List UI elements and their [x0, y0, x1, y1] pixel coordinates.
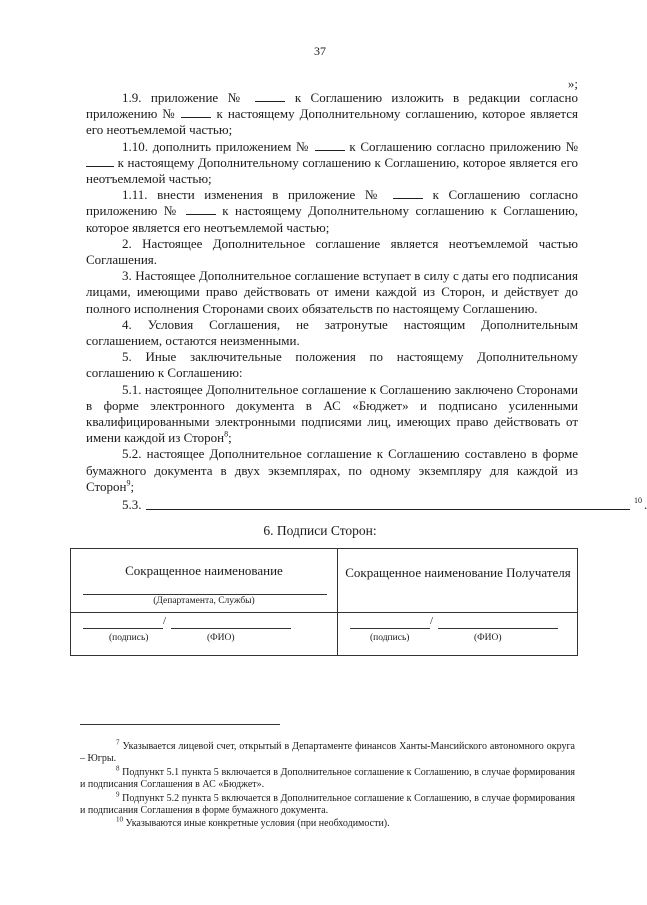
footnote-number: 7 — [116, 738, 120, 747]
text-fragment: 5.1. настоящее Дополнительное соглашение к Соглашению заключено Сторонами в форме электронного документа в АС «Бюджет» и подписано усиленными квалифицированными электронными подписями лиц, имеющих право действовать от имени каждой из Сторон — [86, 381, 578, 446]
section-title: 6. Подписи Сторон: — [263, 523, 377, 538]
footnote-number: 8 — [116, 764, 120, 773]
footnote — [80, 790, 575, 818]
text-fragment: к Соглашению согласно приложению № — [86, 187, 578, 219]
left-subtitle: (Департамента, Службы) — [153, 596, 255, 606]
paragraph-1-10 — [86, 139, 578, 188]
paragraph-3: 3. Настоящее Дополнительное соглашение вступает в силу с даты его подписания лицами, имеющими право действовать от имени каждой из Сторон, и действует до полного исполнения Сторонами своих обязательств по настоящему Соглашению. — [86, 268, 578, 316]
paragraph-5-1 — [86, 382, 578, 447]
blank-field — [255, 91, 285, 102]
paragraph-4: 4. Условия Соглашения, не затронутые настоящим Дополнительным соглашением, остаются неизменными. — [86, 316, 578, 349]
text-fragment: к настоящему Дополнительному соглашению, которое является его неотъемлемой частью; — [86, 106, 579, 138]
footnote-number: 10 — [116, 816, 123, 825]
text-fragment: 1.9. приложение № — [122, 90, 247, 105]
text-fragment: к Соглашению согласно приложению № — [349, 138, 579, 154]
text-fragment: ; — [130, 478, 135, 494]
blank-field — [393, 188, 423, 199]
footnote-number: 9 — [116, 790, 120, 799]
footnote-text: Указывается лицевой счет, открытый в Департаменте финансов Ханты-Мансийского автономного округа – Югры. — [80, 741, 575, 765]
right-title: Сокращенное наименование Получателя — [345, 565, 571, 580]
page-number: 37 — [314, 44, 326, 58]
text-fragment: 1.10. дополнить приложением № — [122, 138, 310, 154]
left-title: Сокращенное наименование — [125, 563, 283, 578]
footnote-ref: 9 — [126, 478, 131, 488]
footnote-ref: 10 — [634, 496, 642, 506]
left-header-cell — [71, 549, 337, 612]
blank-field — [315, 140, 345, 151]
text-fragment: 5.2. настоящее Дополнительное соглашение к Соглашению составлено в форме бумажного документа в двух экземплярах, по одному экземпляру для каждой из Сторон — [86, 446, 578, 494]
blank-field — [86, 156, 114, 167]
paragraph-2: 2. Настоящее Дополнительное соглашение является неотъемлемой частью Соглашения. — [86, 235, 578, 268]
paragraph-1-11 — [86, 187, 578, 236]
footnote-text: Указываются иные конкретные условия (при необходимости). — [125, 818, 390, 830]
text-fragment: ; — [228, 430, 232, 446]
right-signature-block — [338, 612, 578, 655]
separator: / — [430, 615, 434, 627]
footnote-text: Подпункт 5.1 пункта 5 включается в Дополнительное соглашение к Соглашению, в случае формирования и подписания Соглашения в АС «Бюджет». — [80, 766, 575, 791]
signatures-table — [70, 548, 578, 656]
period: . — [644, 497, 647, 513]
signature-caption: (подпись) — [370, 633, 410, 643]
right-header-cell — [338, 549, 578, 612]
blank-line — [146, 509, 630, 510]
name-caption: (ФИО) — [474, 633, 502, 643]
signature-line — [350, 628, 430, 629]
footnote-ref: 8 — [224, 429, 229, 439]
underline — [83, 594, 327, 595]
name-line — [438, 628, 558, 629]
blank-field — [181, 107, 211, 118]
footnote — [80, 818, 575, 830]
text-fragment: к настоящему Дополнительному соглашению к Соглашению, которое является его неотъемлемой частью; — [86, 154, 578, 187]
blank-field — [186, 204, 216, 215]
footnote — [80, 764, 575, 792]
signature-caption: (подпись) — [109, 633, 149, 643]
text-fragment: к Соглашению изложить в редакции согласно приложению № — [86, 90, 579, 122]
left-signature-block — [71, 612, 337, 655]
paragraph-1-9 — [86, 90, 578, 139]
paragraph-5-3 — [86, 496, 647, 517]
item-label: 5.3. — [122, 497, 142, 513]
signature-line — [83, 628, 163, 629]
text-fragment: 1.11. внести изменения в приложение № — [122, 187, 384, 203]
text-fragment: к настоящему Дополнительному соглашению к Соглашению, которое является его неотъемлемой частью; — [86, 203, 579, 235]
closing-quote: »; — [567, 76, 578, 91]
footnotes — [80, 738, 575, 832]
footnote — [80, 738, 575, 766]
separator: / — [163, 615, 167, 627]
footnote-separator — [80, 724, 280, 725]
name-line — [171, 628, 291, 629]
paragraph-5-2 — [86, 446, 578, 495]
document-body — [86, 90, 647, 517]
footnote-text: Подпункт 5.2 пункта 5 включается в Дополнительное соглашение к Соглашению, в случае формирования и подписания Соглашения в форме бумажного документа. — [80, 792, 575, 817]
name-caption: (ФИО) — [207, 633, 235, 643]
paragraph-5: 5. Иные заключительные положения по настоящему Дополнительному соглашению к Соглашению: — [86, 349, 578, 381]
